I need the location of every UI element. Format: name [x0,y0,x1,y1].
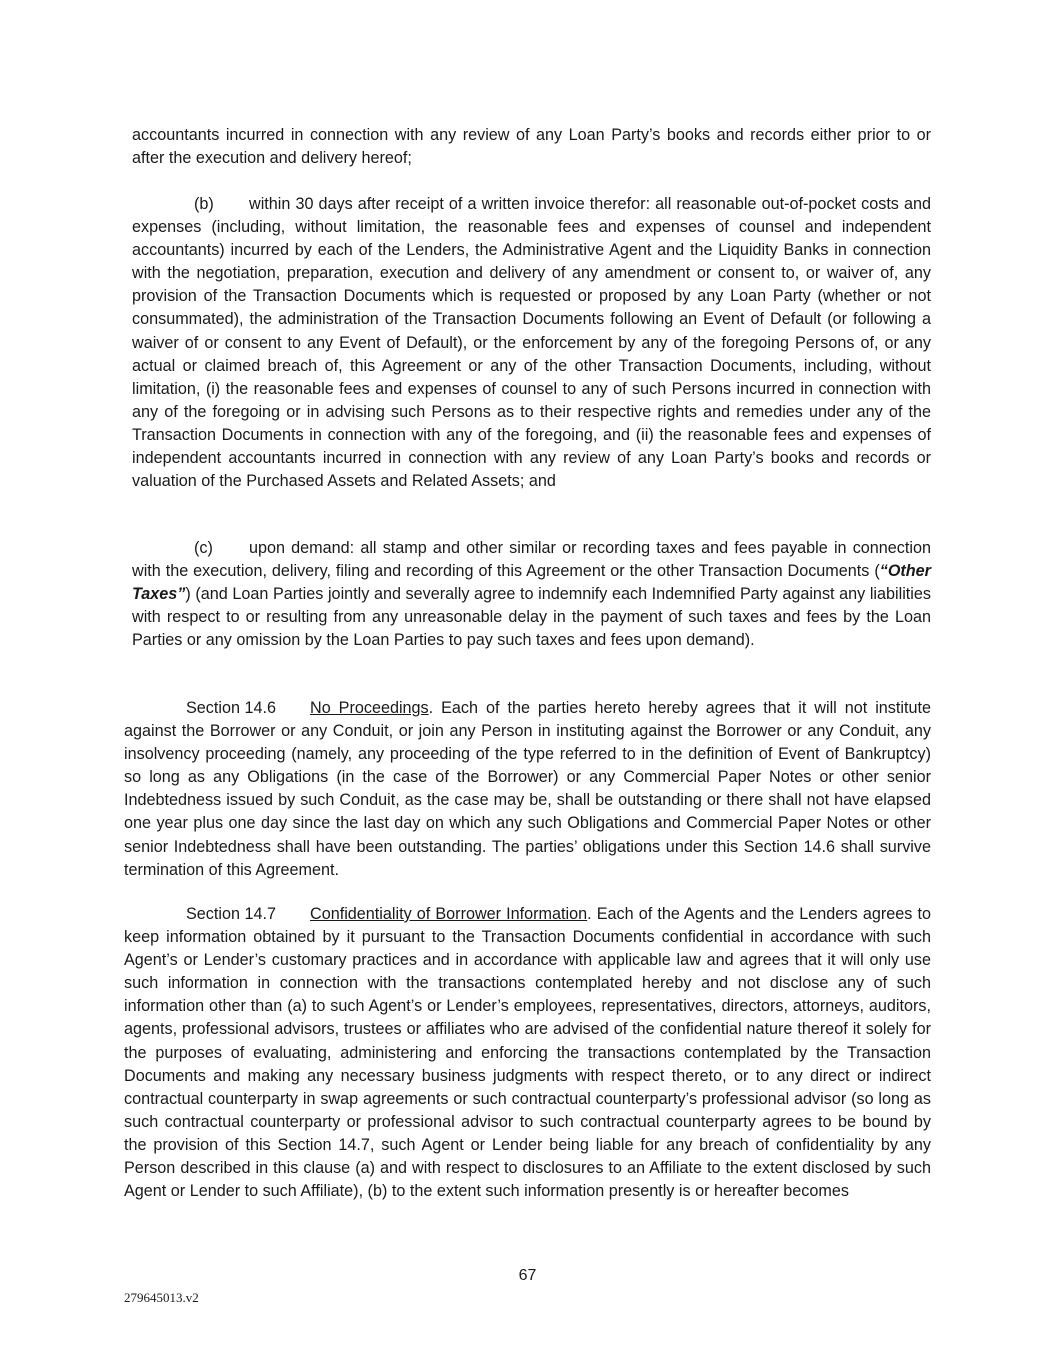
section-14-7-number: Section 14.7 [186,905,276,923]
section-14-7-title: Confidentiality of Borrower Information [310,905,588,923]
section-14-6-title: No Proceedings [310,699,429,717]
continuation-paragraph [132,124,931,170]
clause-c-paragraph [132,537,931,652]
page-number: 67 [518,1267,537,1284]
section-14-6-number: Section 14.6 [186,699,276,717]
other-taxes-defined-term: “Other Taxes” [132,562,931,604]
section-14-7-text: . Each of the Agents and the Lenders agrees to keep information obtained by it pursuant to the Transaction Documents confidential in accordance with such Agent’s or Lender’s customary practices and in accordance with applicable law and agrees that it will only use such information in connection with the transactions contemplated hereby and not disclose any of such information other than (a) to such Agent’s or Lender’s employees, representatives, directors, attorneys, auditors, agents, professional advisors, trustees or affiliates who are advised of the confidential nature thereof it solely for the purposes of evaluating, administering and enforcing the transactions contemplated by the Transaction Documents and making any necessary business judgments with respect thereto, or to any direct or indirect contractual counterparty in swap agreements or such contractual counterparty’s professional advisor (so long as such contractual counterparty or professional advisor to such contractual counterparty agrees to be bound by the provision of this Section 14.7, such Agent or Lender being liable for any breach of confidentiality by any Person described in this clause (a) and with respect to disclosures to an Affiliate to the extent disclosed by such Agent or Lender to such Affiliate), (b) to the extent such information presently is or hereafter becomes [124,905,931,1201]
clause-c-text-before: upon demand: all stamp and other similar or recording taxes and fees payable in connection with the execution, delivery, filing and recording of this Agreement or the other Transaction Documents ( [132,539,931,581]
clause-b-paragraph [132,193,931,493]
clause-b-text: within 30 days after receipt of a written invoice therefor: all reasonable out-of-pocket costs and expenses (including, without limitation, the reasonable fees and expenses of counsel and independent accountants) incurred by each of the Lenders, the Administrative Agent and the Liquidity Banks in connection with the negotiation, preparation, execution and delivery of any amendment or consent to, or waiver of, any provision of the Transaction Documents which is requested or proposed by any Loan Party (whether or not consummated), the administration of the Transaction Documents following an Event of Default (or following a waiver of or consent to any Event of Default), or the enforcement by any of the foregoing Persons of, or any actual or claimed breach of, this Agreement or any of the other Transaction Documents, including, without limitation, (i) the reasonable fees and expenses of counsel to any of such Persons incurred in connection with any of the foregoing or in advising such Persons as to their respective rights and remedies under any of the Transaction Documents in connection with any of the foregoing, and (ii) the reasonable fees and expenses of independent accountants incurred in connection with any review of any Loan Party’s books and records or valuation of the Purchased Assets and Related Assets; and [132,195,931,491]
clause-c-label: (c) [194,539,213,557]
document-id: 279645013.v2 [124,1290,199,1305]
section-14-7-paragraph [124,903,931,1203]
section-14-6-text: . Each of the parties hereto hereby agrees that it will not institute against the Borrower or any Conduit, or join any Person in instituting against the Borrower or any Conduit, any insolvency proceeding (namely, any proceeding of the type referred to in the definition of Event of Bankruptcy) so long as any Obligations (in the case of the Borrower) or any Commercial Paper Notes or other senior Indebtedness issued by such Conduit, as the case may be, shall be outstanding or there shall not have elapsed one year plus one day since the last day on which any such Obligations and Commercial Paper Notes or other senior Indebtedness shall have been outstanding. The parties’ obligations under this Section 14.6 shall survive termination of this Agreement. [124,699,931,879]
clause-c-text-after: ) (and Loan Parties jointly and severally agree to indemnify each Indemnified Party against any liabilities with respect to or resulting from any unreasonable delay in the payment of such taxes and fees by the Loan Parties or any omission by the Loan Parties to pay such taxes and fees upon demand). [132,585,931,650]
clause-b-label: (b) [194,195,214,213]
section-14-6-paragraph [124,697,931,882]
continuation-text: accountants incurred in connection with any review of any Loan Party’s books and records either prior to or after the execution and delivery hereof; [132,126,931,168]
